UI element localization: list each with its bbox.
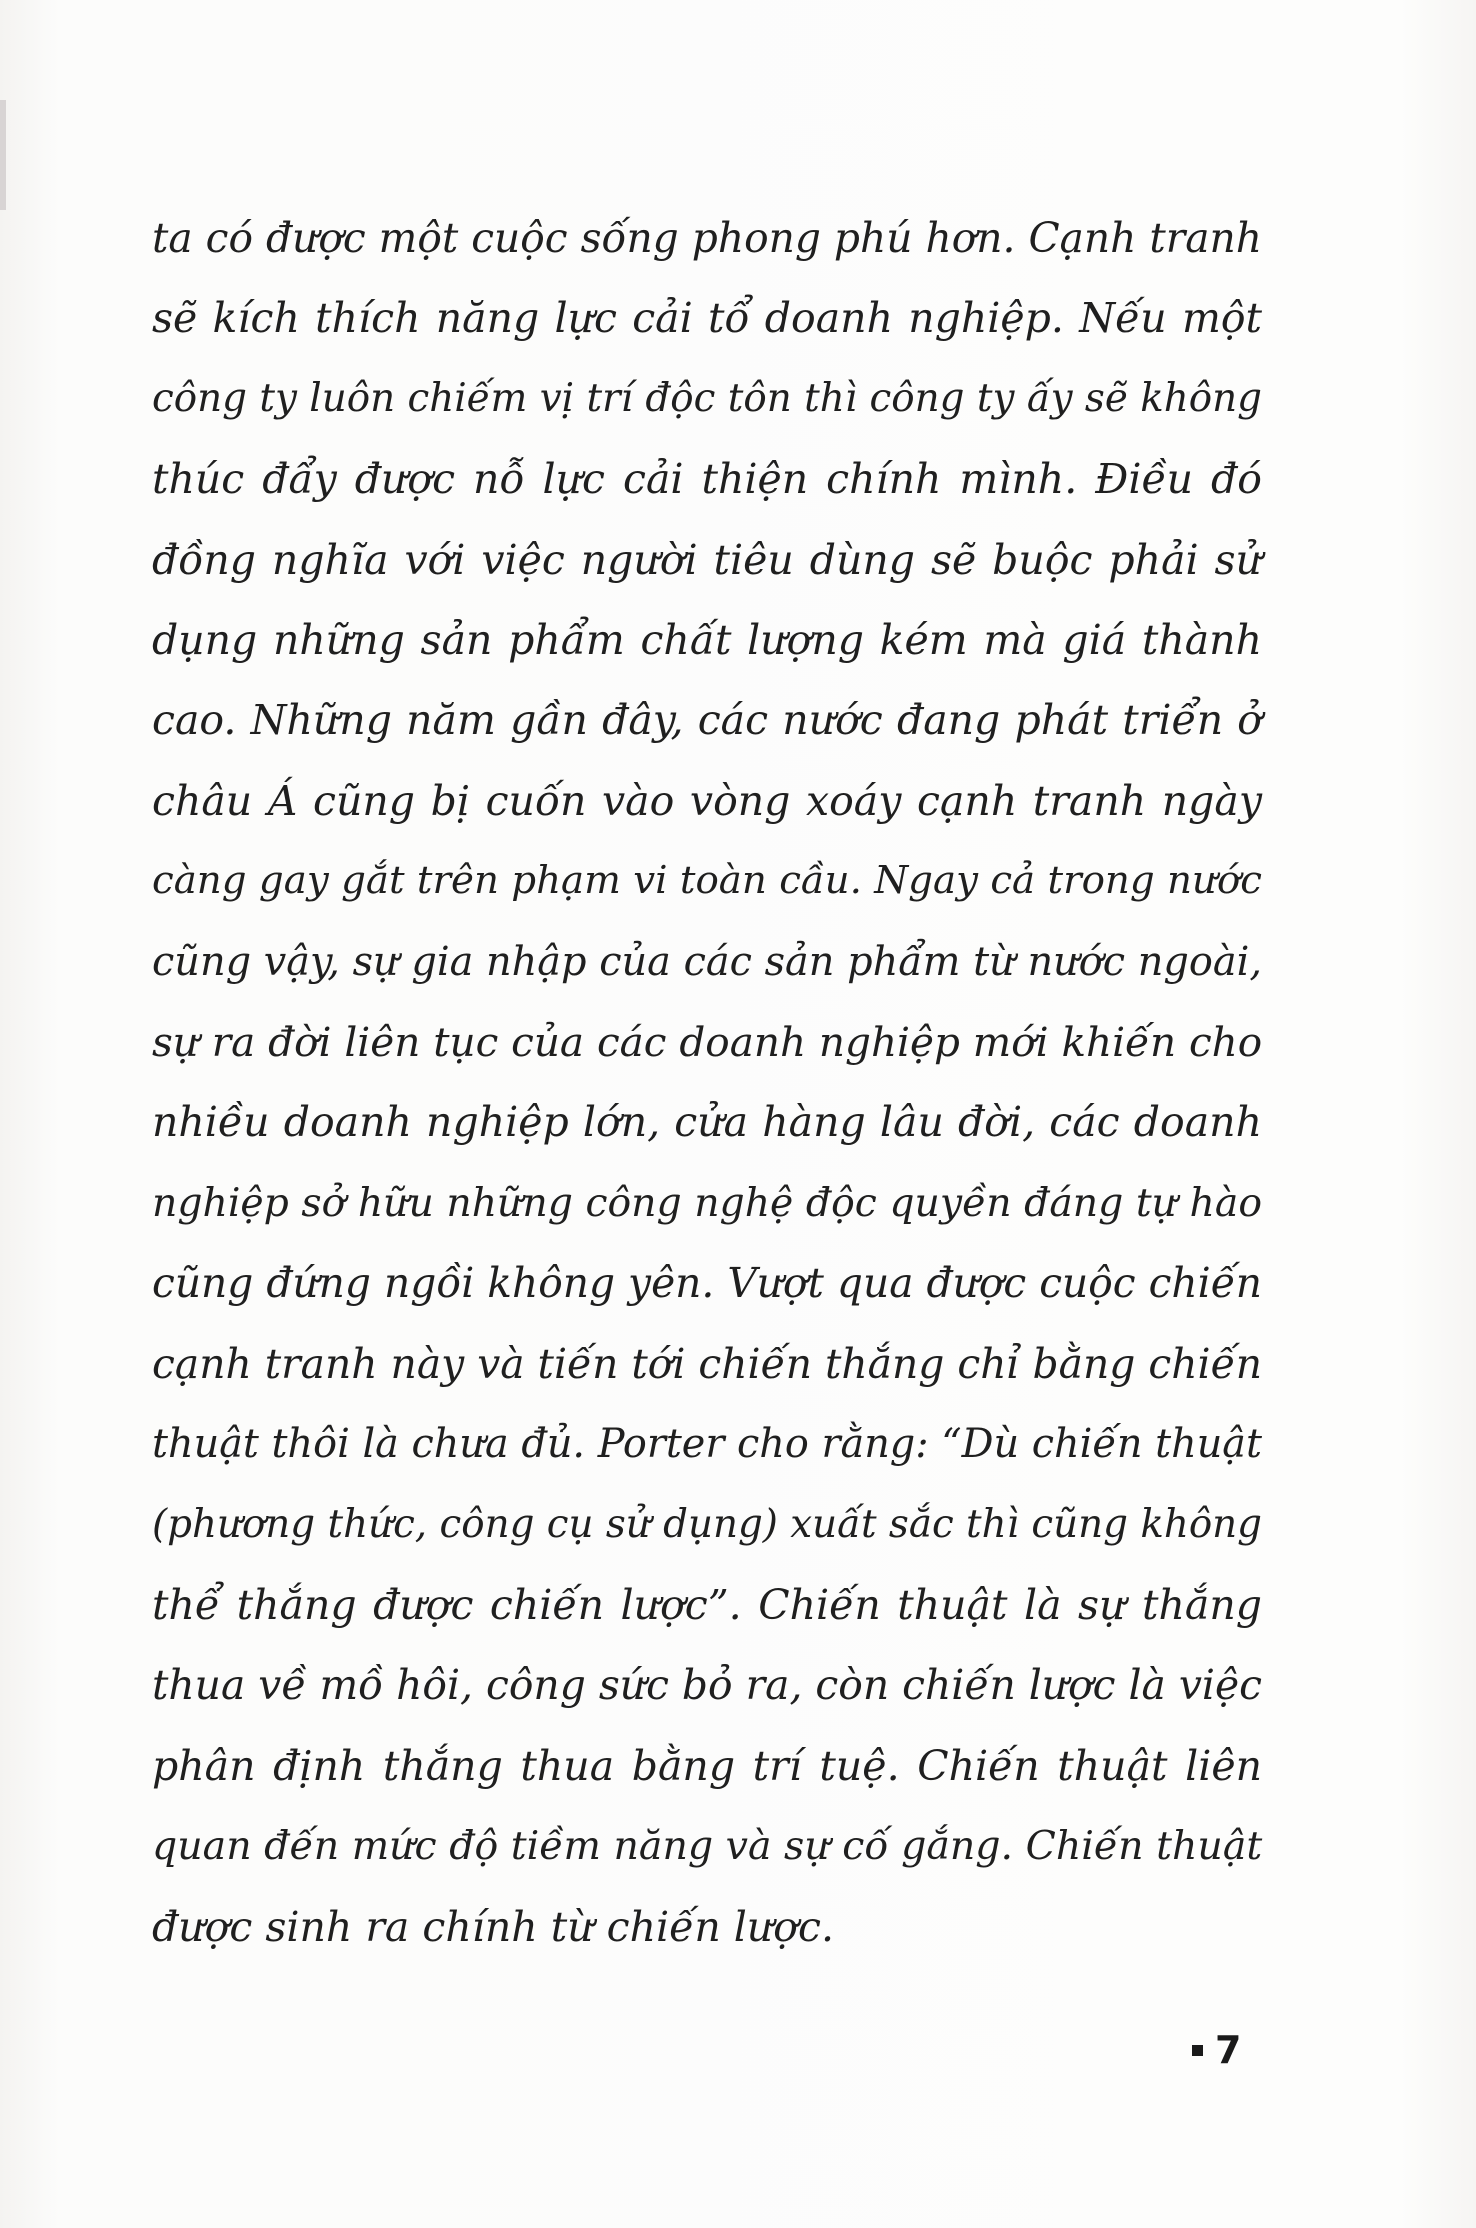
text-line: cao. Những năm gần đây, các nước đang phát triển ở (152, 696, 1262, 745)
text-line: công ty luôn chiếm vị trí độc tôn thì công ty ấy sẽ không (152, 375, 1262, 421)
page-edge-shadow (0, 100, 6, 210)
square-bullet-icon (1192, 2045, 1203, 2056)
text-line: nghiệp sở hữu những công nghệ độc quyền đáng tự hào (152, 1179, 1262, 1226)
text-line: quan đến mức độ tiềm năng và sự cố gắng. Chiến thuật (152, 1823, 1263, 1870)
text-line: sẽ kích thích năng lực cải tổ doanh nghiệp. Nếu một (152, 294, 1262, 343)
text-line: dụng những sản phẩm chất lượng kém mà giá thành (152, 616, 1262, 665)
text-line: cũng đứng ngồi không yên. Vượt qua được cuộc chiến (152, 1259, 1262, 1308)
text-line: thuật thôi là chưa đủ. Porter cho rằng: “Dù chiến thuật (152, 1421, 1262, 1468)
text-line: phân định thắng thua bằng trí tuệ. Chiến thuật liên (152, 1741, 1262, 1790)
text-line: ta có được một cuộc sống phong phú hơn. Cạnh tranh (152, 214, 1262, 262)
text-line: sự ra đời liên tục của các doanh nghiệp mới khiến cho (152, 1018, 1263, 1067)
text-line: được sinh ra chính từ chiến lược. (152, 1902, 834, 1951)
text-line: châu Á cũng bị cuốn vào vòng xoáy cạnh tranh ngày (152, 776, 1262, 825)
body-paragraph (152, 198, 1262, 1967)
text-line: càng gay gắt trên phạm vi toàn cầu. Ngay cả trong nước (152, 858, 1262, 904)
page-number (1192, 2028, 1241, 2072)
text-line: thua về mồ hôi, công sức bỏ ra, còn chiến lược là việc (152, 1661, 1262, 1710)
text-line: (phương thức, công cụ sử dụng) xuất sắc thì cũng không (152, 1501, 1262, 1547)
text-line: cạnh tranh này và tiến tới chiến thắng chỉ bằng chiến (152, 1339, 1262, 1388)
text-line: nhiều doanh nghiệp lớn, cửa hàng lâu đời, các doanh (152, 1098, 1262, 1147)
text-line: cũng vậy, sự gia nhập của các sản phẩm từ nước ngoài, (152, 938, 1262, 985)
text-line: đồng nghĩa với việc người tiêu dùng sẽ buộc phải sử (152, 535, 1262, 584)
text-line: thể thắng được chiến lược”. Chiến thuật là sự thắng (152, 1580, 1262, 1629)
text-line: thúc đẩy được nỗ lực cải thiện chính mình. Điều đó (152, 455, 1262, 504)
page-number-value: 7 (1215, 2028, 1242, 2072)
